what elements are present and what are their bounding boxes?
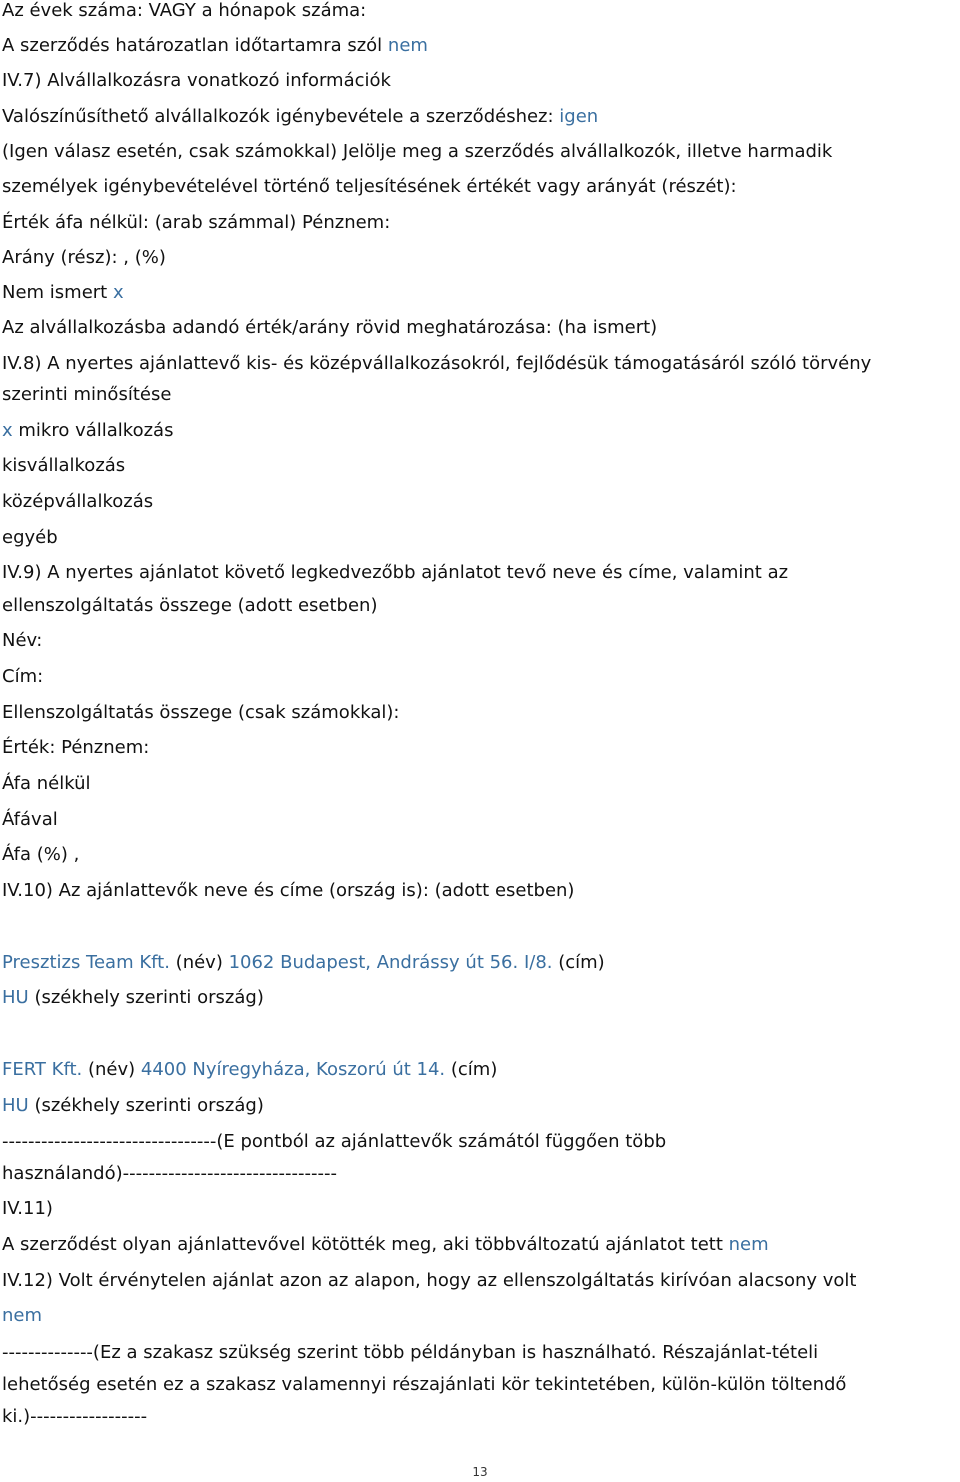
text-segment: Az alvállalkozásba adandó érték/arány rövid meghatározása: (ha ismert) xyxy=(2,317,658,338)
text-segment: IV.11) xyxy=(2,1198,53,1219)
text-line xyxy=(2,246,166,270)
text-line xyxy=(2,383,171,407)
text-segment: Ellenszolgáltatás összege (csak számokkal): xyxy=(2,702,400,723)
text-segment: (Igen válasz esetén, csak számokkal) Jelölje meg a szerződés alvállalkozók, illetve harmadik xyxy=(2,141,833,162)
text-segment: ki.)------------------ xyxy=(2,1406,148,1427)
text-line xyxy=(2,1197,53,1221)
text-line xyxy=(2,665,43,689)
text-segment: IV.10) Az ajánlattevők neve és címe (ország is): (adott esetben) xyxy=(2,880,575,901)
text-segment: IV.12) Volt érvénytelen ajánlat azon az alapon, hogy az ellenszolgáltatás kirívóan alacsony volt xyxy=(2,1270,857,1291)
filled-value: nem xyxy=(2,1305,43,1326)
filled-value: 1062 Budapest, Andrássy út 56. I/8. xyxy=(228,952,553,973)
filled-value: x xyxy=(112,282,124,303)
text-line xyxy=(2,561,788,585)
text-line xyxy=(2,808,58,832)
filled-value: FERT Kft. xyxy=(2,1059,83,1080)
text-segment: A szerződés határozatlan időtartamra szól xyxy=(2,35,388,56)
text-segment: Áfa (%) , xyxy=(2,844,80,865)
text-segment: ---------------------------------(E pontból az ajánlattevők számától függően több xyxy=(2,1131,667,1152)
text-line xyxy=(2,701,399,725)
text-segment: Érték áfa nélkül: (arab számmal) Pénznem: xyxy=(2,212,391,233)
text-segment: személyek igénybevételével történő teljesítésének értékét vagy arányát (részét): xyxy=(2,176,737,197)
text-segment: Valószínűsíthető alvállalkozók igénybevétele a szerződéshez: xyxy=(2,106,560,127)
text-line xyxy=(2,772,91,796)
text-line xyxy=(2,316,657,340)
text-line xyxy=(2,175,737,199)
text-line xyxy=(2,1341,818,1365)
text-segment: (cím) xyxy=(552,952,605,973)
text-line xyxy=(2,1269,857,1293)
filled-value: HU xyxy=(2,1095,29,1116)
text-line xyxy=(2,1094,264,1118)
text-line xyxy=(2,594,378,618)
text-segment: IV.8) A nyertes ajánlattevő kis- és középvállalkozásokról, fejlődésük támogatásáról szóló törvény xyxy=(2,353,872,374)
text-segment: Arány (rész): , (%) xyxy=(2,247,166,268)
text-line xyxy=(2,951,605,975)
text-line xyxy=(2,879,574,903)
text-segment: Áfával xyxy=(2,809,58,830)
text-line xyxy=(2,454,125,478)
text-segment: IV.7) Alvállalkozásra vonatkozó információk xyxy=(2,70,391,91)
text-line xyxy=(2,1405,147,1429)
text-segment: (név) xyxy=(82,1059,141,1080)
text-line xyxy=(2,1304,42,1328)
text-line xyxy=(2,211,390,235)
text-line xyxy=(2,140,832,164)
text-line xyxy=(2,105,598,129)
text-line xyxy=(2,1130,666,1154)
text-segment: (cím) xyxy=(445,1059,498,1080)
text-line xyxy=(2,1058,497,1082)
text-line xyxy=(2,736,149,760)
text-segment: mikro vállalkozás xyxy=(12,420,174,441)
text-segment: Név: xyxy=(2,630,43,651)
text-segment: szerinti minősítése xyxy=(2,384,172,405)
text-line xyxy=(2,352,871,376)
filled-value: 4400 Nyíregyháza, Koszorú út 14. xyxy=(140,1059,446,1080)
text-line xyxy=(2,419,173,443)
text-line xyxy=(2,69,391,93)
text-segment: kisvállalkozás xyxy=(2,455,126,476)
text-segment: használandó)--------------------------------- xyxy=(2,1163,337,1184)
text-line xyxy=(2,1233,769,1257)
text-line xyxy=(2,986,264,1010)
text-segment: lehetőség esetén ez a szakasz valamennyi részajánlati kör tekintetében, külön-külön töltendő xyxy=(2,1374,847,1395)
text-line xyxy=(2,490,153,514)
filled-value: x xyxy=(2,420,13,441)
text-segment: (székhely szerinti ország) xyxy=(28,1095,264,1116)
text-segment: Az évek száma: VAGY a hónapok száma: xyxy=(2,0,367,21)
filled-value: igen xyxy=(559,106,599,127)
text-line xyxy=(2,526,58,550)
text-segment: Nem ismert xyxy=(2,282,113,303)
text-segment: egyéb xyxy=(2,527,58,548)
text-segment: (név) xyxy=(169,952,229,973)
text-line xyxy=(2,1373,846,1397)
text-segment: Érték: Pénznem: xyxy=(2,737,150,758)
filled-value: nem xyxy=(728,1234,769,1255)
text-line xyxy=(2,843,79,867)
text-segment: Cím: xyxy=(2,666,44,687)
text-segment: A szerződést olyan ajánlattevővel kötötték meg, aki többváltozatú ajánlatot tett xyxy=(2,1234,729,1255)
filled-value: nem xyxy=(387,35,428,56)
text-line xyxy=(2,1162,337,1186)
text-line xyxy=(2,0,366,23)
text-segment: középvállalkozás xyxy=(2,491,154,512)
text-segment: (székhely szerinti ország) xyxy=(28,987,264,1008)
page-number: 13 xyxy=(472,1465,488,1479)
text-line xyxy=(2,629,42,653)
filled-value: HU xyxy=(2,987,29,1008)
text-line xyxy=(2,34,428,58)
text-segment: IV.9) A nyertes ajánlatot követő legkedvezőbb ajánlatot tevő neve és címe, valamint az xyxy=(2,562,789,583)
text-line xyxy=(2,281,124,305)
filled-value: Presztizs Team Kft. xyxy=(2,952,170,973)
text-segment: Áfa nélkül xyxy=(2,773,91,794)
text-segment: --------------(Ez a szakasz szükség szerint több példányban is használható. Részajánlat-tételi xyxy=(2,1342,819,1363)
text-segment: ellenszolgáltatás összege (adott esetben) xyxy=(2,595,378,616)
